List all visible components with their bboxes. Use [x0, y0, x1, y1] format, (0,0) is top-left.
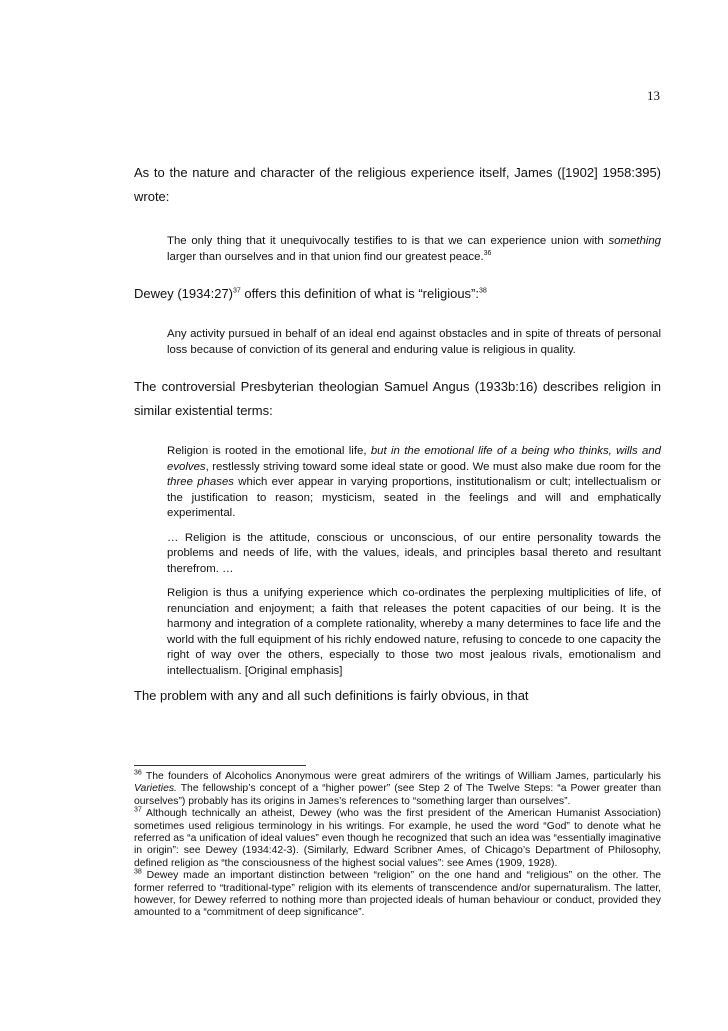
quote-text: The only thing that it unequivocally testifies to is that we can experience union with [167, 235, 609, 247]
quote-emphasis: three phases [167, 476, 234, 488]
footnote-text: The fellowship’s concept of a “higher power” (see Step 2 of The Twelve Steps: “a Power greater than ourselves”) probably has its origins in James’s references to “something larger than ourselves”. [134, 783, 661, 807]
footnote-ref-37[interactable]: 37 [233, 287, 241, 295]
block-quote-angus [167, 444, 661, 688]
paragraph-dewey-intro [134, 282, 661, 306]
footnote-36 [134, 771, 661, 808]
footnote-text: The founders of Alcoholics Anonymous were great admirers of the writings of William James, particularly his [141, 771, 661, 782]
block-quote-james [167, 234, 661, 265]
footnote-37 [134, 808, 661, 870]
footnote-number: 36 [134, 769, 142, 777]
footnote-ref-38[interactable]: 38 [479, 287, 487, 295]
page-number: 13 [647, 88, 660, 103]
footnote-number: 38 [134, 868, 142, 876]
footnote-text: Although technically an atheist, Dewey (who was the first president of the American Humanist Association) sometimes used religious terminology in his writings. For example, he used the word “God” to denote what he referred as “a unification of ideal values” even though he recognized that such an idea was “essentially imaginative in origin”: see Dewey (1934:42-3). (Similarly, Edward Scribner Ames, of Chicago’s Department of Philosophy, defined religion as “the consciousness of the highest social values”: see Ames (1909, 1928). [134, 808, 661, 869]
paragraph-angus-intro: The controversial Presbyterian theologian Samuel Angus (1933b:16) describes religion in similar existential terms: [134, 379, 661, 418]
footnote-number: 37 [134, 806, 142, 814]
quote-paragraph-2: … Religion is the attitude, conscious or unconscious, of our entire personality towards the problems and needs of life, with the values, ideals, and principles basal thereto and resultant therefrom. … [167, 531, 661, 575]
block-quote-dewey: Any activity pursued in behalf of an ideal end against obstacles and in spite of threats of personal loss because of conviction of its general and enduring value is religious in quality. [167, 328, 661, 356]
paragraph-conclusion: The problem with any and all such definitions is fairly obvious, in that [134, 688, 529, 703]
quote-text-end: larger than ourselves and in that union find our greatest peace. [167, 250, 484, 263]
quote-text: which ever appear in varying proportions, institutionalism or cult; intellectualism or the justification to reason; mysticism, seated in the feelings and will and emphatically experimental. [167, 476, 661, 519]
footnote-separator [134, 765, 306, 766]
footnote-text: Dewey made an important distinction between “religion” on the one hand and “religious” on the other. The former referred to “traditional-type” religion with its elements of transcendence and/or supernaturalism. The latter, however, for Dewey referred to nothing more than projected ideals of human behaviour or conduct, provided they amounted to a “commitment of deep significance”. [134, 870, 661, 919]
paragraph-james-intro: As to the nature and character of the religious experience itself, James ([1902] 1958:395) wrote: [134, 165, 661, 204]
quote-emphasis: something [608, 235, 661, 247]
quote-paragraph-1 [167, 444, 661, 522]
quote-paragraph-3: Religion is thus a unifying experience which co-ordinates the perplexing multiplicities of life, of renunciation and enjoyment; a faith that releases the potent capacities of our being. It is the harmony and integration of a complete rationality, whereby a many determines to face life and the world with the full equipment of his richly endowed nature, refusing to concede to one capacity the right of way over the others, especially to those two most jealous rivals, emotionalism and intellectualism. [Original emphasis] [167, 587, 661, 677]
quote-text: , restlessly striving toward some ideal state or good. We must also make due room for the [205, 460, 661, 473]
footnote-emphasis: Varieties. [134, 783, 177, 795]
footnote-38 [134, 870, 661, 920]
paragraph-text-end: offers this definition of what is “religious”: [240, 286, 479, 301]
paragraph-text: Dewey (1934:27) [134, 286, 233, 301]
footnotes [134, 771, 661, 920]
footnote-ref-36[interactable]: 36 [483, 249, 492, 257]
quote-text: Religion is rooted in the emotional life, [167, 445, 371, 457]
quote-emphasis: but in the emotional life of a being who thinks, wills and evolves [167, 445, 661, 473]
